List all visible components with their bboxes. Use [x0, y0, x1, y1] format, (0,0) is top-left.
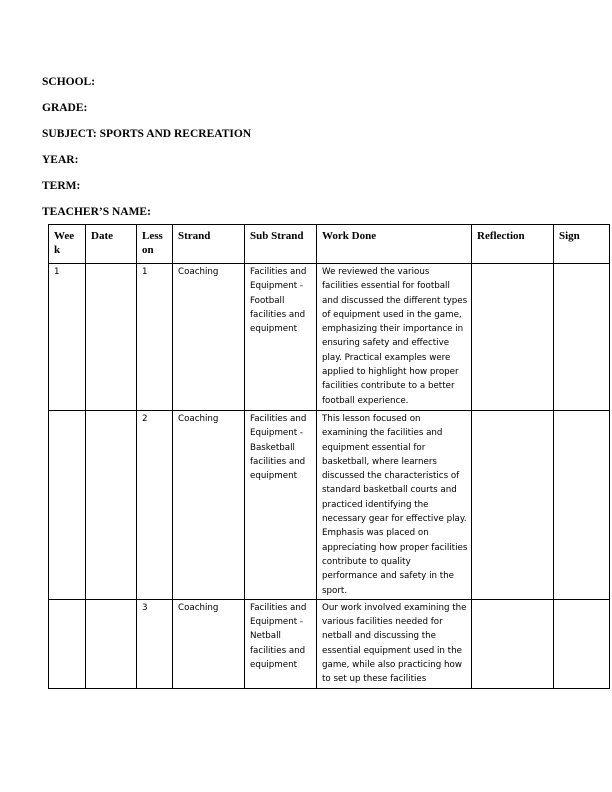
grade-field: GRADE: — [42, 102, 88, 114]
column-header-reflection: Reflection — [472, 225, 554, 264]
reflection-cell — [472, 264, 554, 411]
reflection-cell — [472, 599, 554, 688]
table-header-row — [49, 225, 610, 264]
lesson-cell: 2 — [137, 411, 173, 600]
week-cell: 1 — [49, 264, 86, 411]
column-header-week: Wee k — [49, 225, 86, 264]
date-cell — [86, 411, 137, 600]
strand-cell: Coaching — [173, 599, 245, 688]
document-header-fields — [42, 74, 251, 230]
column-header-work-done: Work Done — [317, 225, 472, 264]
table-row — [49, 264, 610, 411]
date-cell — [86, 264, 137, 411]
reflection-cell — [472, 411, 554, 600]
sub-strand-cell: Facilities and Equipment - Basketball facilities and equipment — [245, 411, 317, 600]
work-done-cell: This lesson focused on examining the facilities and equipment essential for basketball, where learners discussed the characteristics of standard basketball courts and practiced identifying the necessary gear for effective play. Emphasis was placed on appreciating how proper facilities contribute to quality performance and safety in the sport. — [317, 411, 472, 600]
column-header-sub-strand: Sub Strand — [245, 225, 317, 264]
teacher-name-field: TEACHER’S NAME: — [42, 206, 151, 218]
week-cell — [49, 599, 86, 688]
date-cell — [86, 599, 137, 688]
subject-field: SUBJECT: SPORTS AND RECREATION — [42, 128, 252, 140]
year-field: YEAR: — [42, 154, 79, 166]
strand-cell: Coaching — [173, 264, 245, 411]
record-of-work-table — [48, 224, 610, 689]
column-header-sign: Sign — [554, 225, 610, 264]
sign-cell — [554, 411, 610, 600]
sign-cell — [554, 264, 610, 411]
work-done-cell: We reviewed the various facilities essential for football and discussed the different types of equipment used in the game, emphasizing their importance in ensuring safety and effective play. Practical examples were applied to highlight how proper facilities contribute to a better football experience. — [317, 264, 472, 411]
column-header-strand: Strand — [173, 225, 245, 264]
column-header-lesson: Less on — [137, 225, 173, 264]
lesson-cell: 1 — [137, 264, 173, 411]
table-row — [49, 599, 610, 688]
sub-strand-cell: Facilities and Equipment - Netball facilities and equipment — [245, 599, 317, 688]
school-field: SCHOOL: — [42, 76, 96, 88]
work-done-cell: Our work involved examining the various facilities needed for netball and discussing the essential equipment used in the game, while also practicing how to set up these facilities — [317, 599, 472, 688]
week-cell — [49, 411, 86, 600]
column-header-date: Date — [86, 225, 137, 264]
term-field: TERM: — [42, 180, 81, 192]
strand-cell: Coaching — [173, 411, 245, 600]
sign-cell — [554, 599, 610, 688]
table-row — [49, 411, 610, 600]
sub-strand-cell: Facilities and Equipment - Football facilities and equipment — [245, 264, 317, 411]
lesson-cell: 3 — [137, 599, 173, 688]
